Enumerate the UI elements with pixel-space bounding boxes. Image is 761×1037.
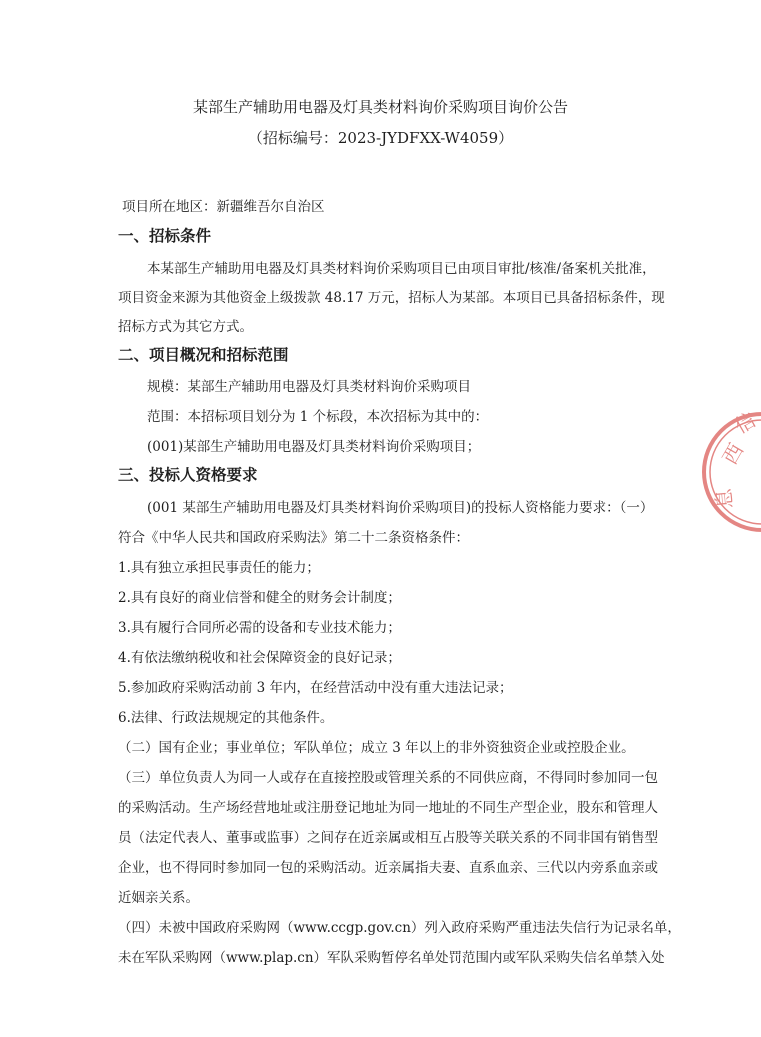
section2-line: 规模：某部生产辅助用电器及灯具类材料询价采购项目 [147, 379, 471, 395]
section3-line: (001 某部生产辅助用电器及灯具类材料询价采购项目)的投标人资格能力要求：（一） [147, 500, 654, 516]
seal-char: 息 [711, 487, 737, 510]
section3-line: 未在军队采购网（www.plap.cn）军队采购暂停名单处罚范围内或军队采购失信名单禁入处 [118, 950, 665, 966]
section1-line: 招标方式为其它方式。 [118, 319, 253, 335]
section3-line: 2.具有良好的商业信誉和健全的财务会计制度； [118, 590, 401, 606]
section1-heading: 一、招标条件 [118, 227, 212, 245]
bid-number: （招标编号：2023-JYDFXX-W4059） [247, 129, 514, 147]
section3-line: 1.具有独立承担民事责任的能力； [118, 560, 320, 576]
official-seal-stamp [700, 400, 761, 550]
section2-heading: 二、项目概况和招标范围 [118, 346, 289, 364]
section1-line: 本某部生产辅助用电器及灯具类材料询价采购项目已由项目审批/核准/备案机关批准， [147, 261, 656, 277]
section3-line: 企业，也不得同时参加同一包的采购活动。近亲属指夫妻、直系血亲、三代以内旁系血亲或 [118, 860, 658, 876]
section1-line: 项目资金来源为其他资金上级拨款 48.17 万元，招标人为某部。本项目已具备招标条件，现 [118, 290, 665, 306]
section3-line: （三）单位负责人为同一人或存在直接控股或管理关系的不同供应商，不得同时参加同一包 [118, 770, 658, 786]
section2-line: 范围：本招标项目划分为 1 个标段，本次招标为其中的： [147, 409, 489, 425]
section3-line: （二）国有企业；事业单位；军队单位；成立 3 年以上的非外资独资企业或控股企业。 [118, 740, 635, 756]
section3-line: 的采购活动。生产场经营地址或注册登记地址为同一地址的不同生产型企业，股东和管理人 [118, 800, 658, 816]
section3-line: 近姻亲关系。 [118, 890, 199, 906]
section3-line: （四）未被中国政府采购网（www.ccgp.gov.cn）列入政府采购严重违法失信行为记录名单， [118, 920, 681, 936]
region-line: 项目所在地区：新疆维吾尔自治区 [122, 199, 325, 215]
section3-line: 员（法定代表人、董事或监事）之间存在近亲属或相互占股等关联关系的不同非国有销售型 [118, 830, 658, 846]
document-title: 某部生产辅助用电器及灯具类材料询价采购项目询价公告 [192, 98, 568, 116]
section3-line: 4.有依法缴纳税收和社会保障资金的良好记录； [118, 650, 401, 666]
section3-line: 5.参加政府采购活动前 3 年内，在经营活动中没有重大违法记录； [118, 680, 513, 696]
section3-line: 符合《中华人民共和国政府采购法》第二十二条资格条件： [118, 530, 469, 546]
seal-char: 西 [717, 439, 749, 469]
section3-heading: 三、投标人资格要求 [118, 466, 258, 484]
section3-line: 6.法律、行政法规规定的其他条件。 [118, 710, 334, 726]
section2-line: (001)某部生产辅助用电器及灯具类材料询价采购项目； [147, 439, 481, 455]
section3-line: 3.具有履行合同所必需的设备和专业技术能力； [118, 620, 401, 636]
seal-char: 信 [730, 407, 760, 439]
